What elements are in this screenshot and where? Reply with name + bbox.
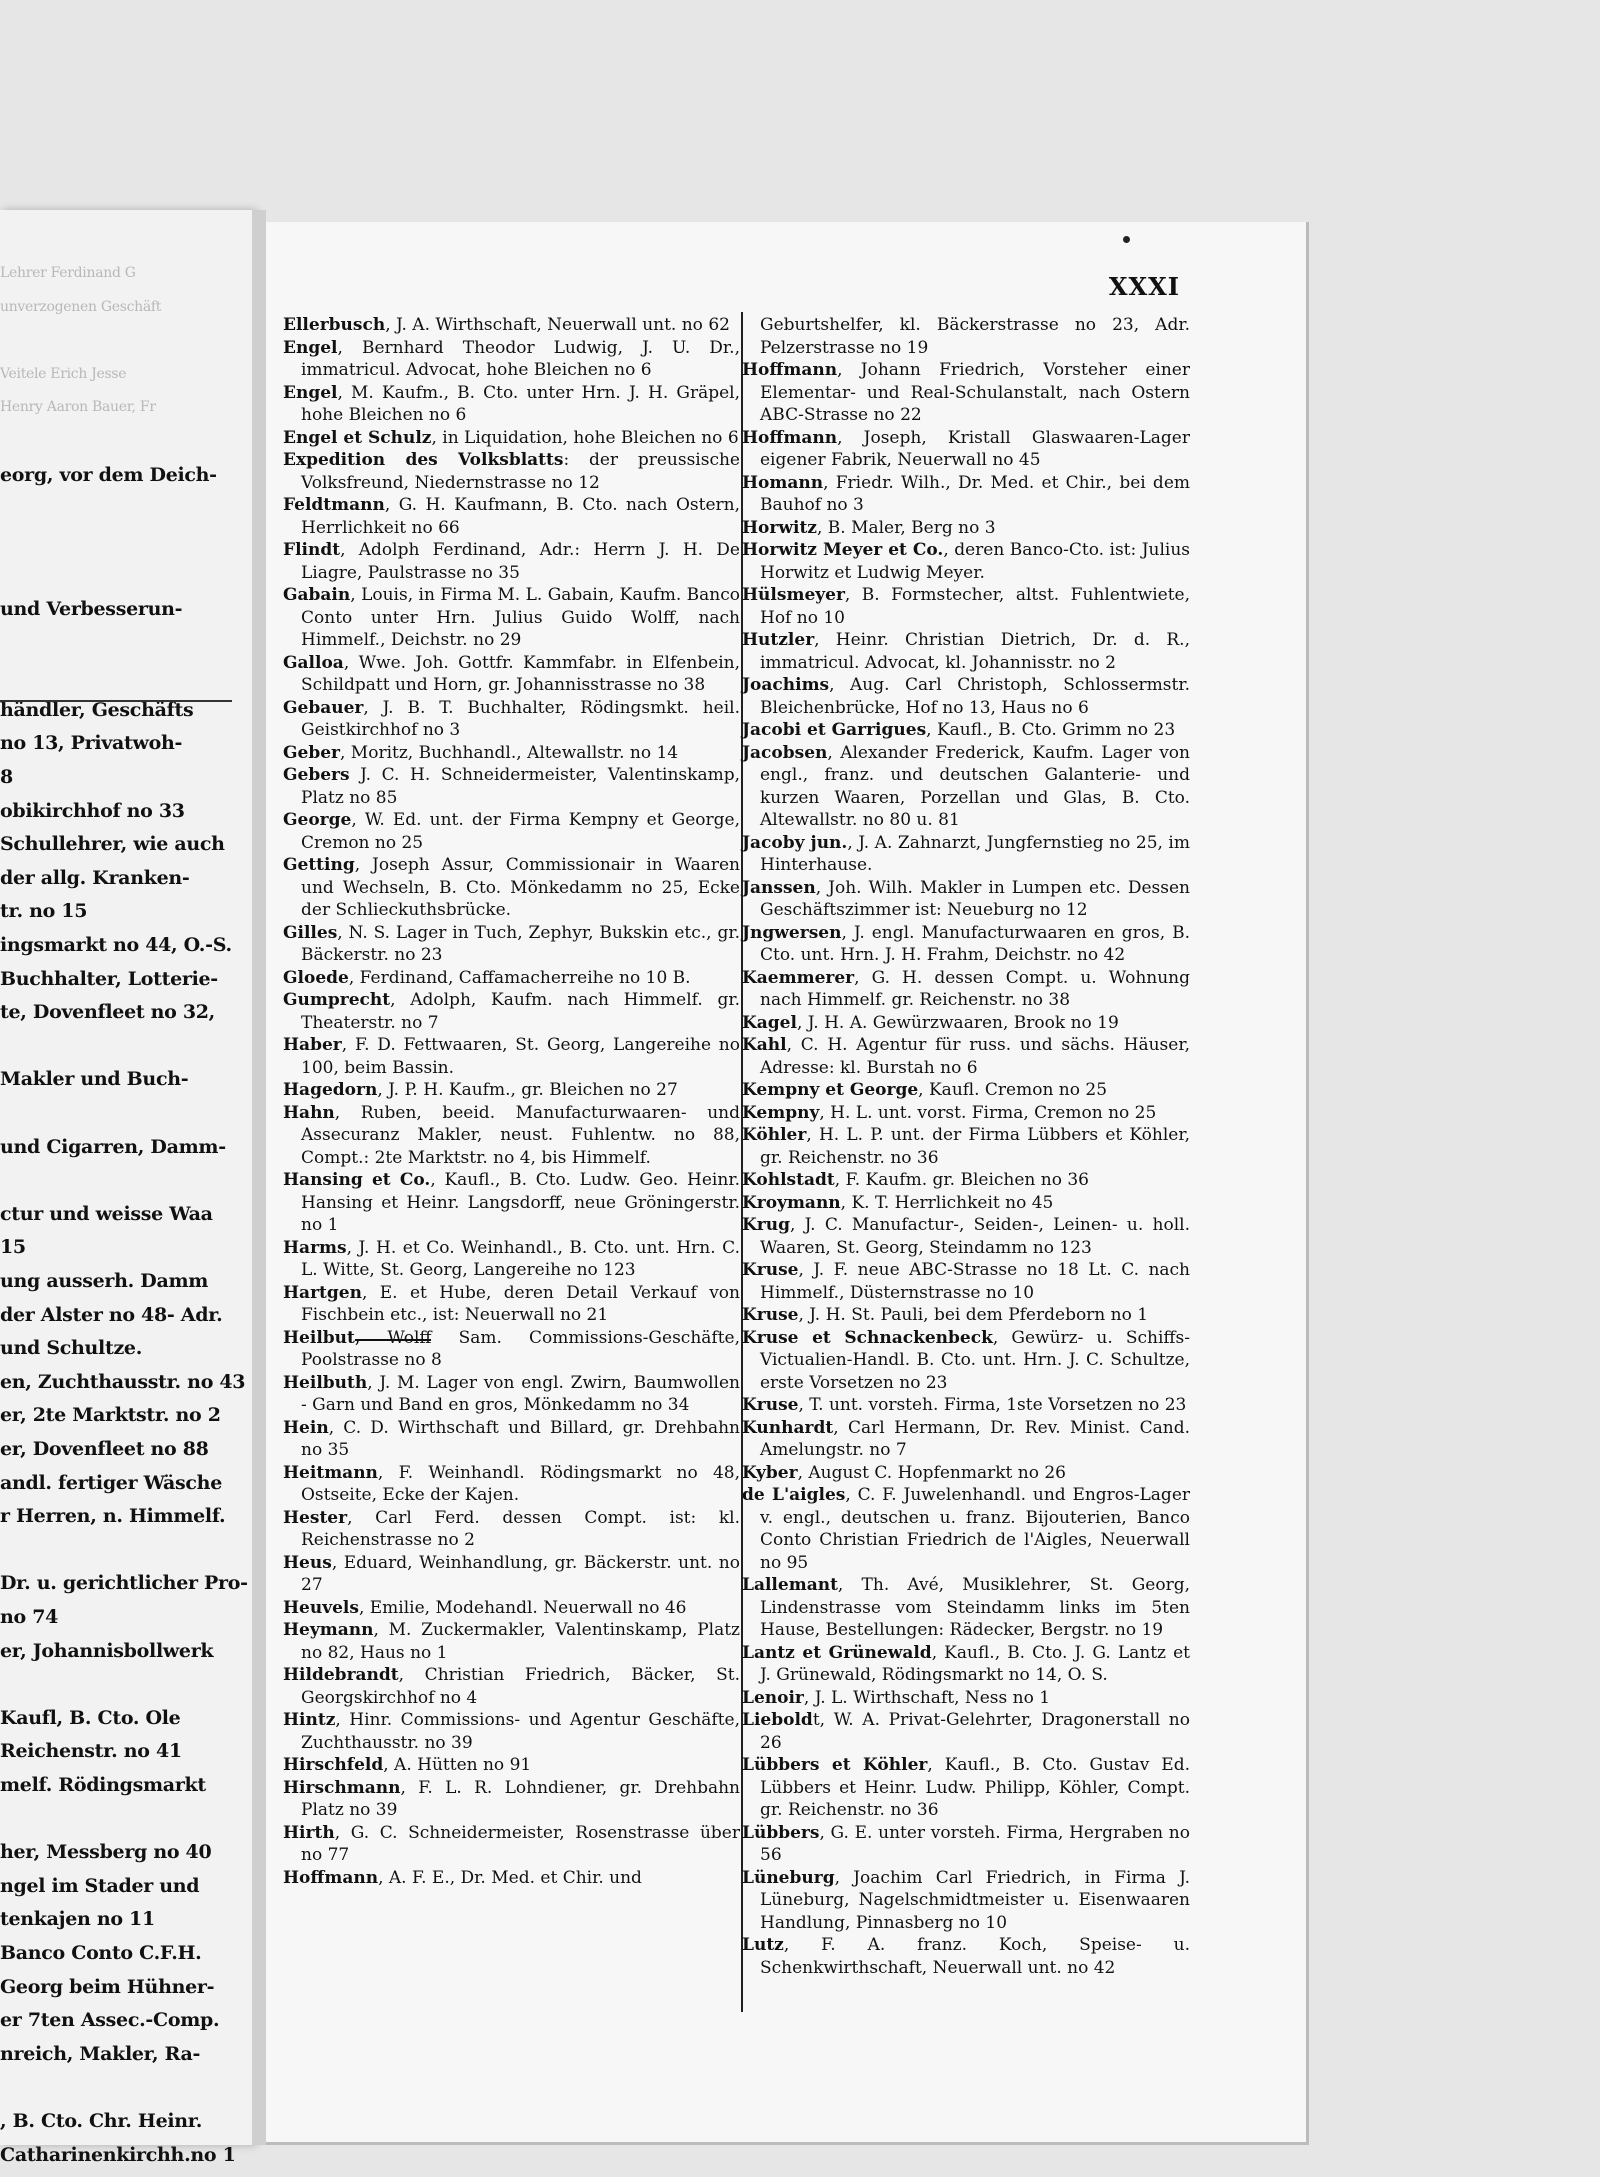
directory-entry [283,1034,740,1079]
left-page-line: r Herren, n. Himmelf. [0,1505,226,1528]
entry-name: Gilles [283,922,338,943]
directory-entry [283,989,740,1034]
left-page-line: tr. no 15 [0,900,88,923]
entry-name: Kruse et Schnackenbeck [742,1327,993,1348]
directory-entry [742,1642,1190,1687]
entry-name: Joachims [742,675,830,695]
directory-entry [283,337,740,382]
entry-name: Homann [742,472,824,493]
directory-entry [742,359,1190,427]
left-page-line: Lehrer Ferdinand G [0,265,136,281]
left-page-line: ung ausserh. Damm [0,1270,209,1292]
directory-entry [742,517,1190,540]
entry-details: , A. Hütten no 91 [383,1755,532,1775]
directory-entry [742,1867,1190,1935]
directory-entry [742,967,1190,1012]
entry-name: Gebers [283,765,350,785]
entry-details: , Friedr. Wilh., Dr. Med. et Chir., bei dem Bauhof no 3 [760,472,1190,515]
entry-name: Lübbers et Köhler [742,1755,928,1775]
entry-details: , Joh. Wilh. Makler in Lumpen etc. Dessen Geschäftszimmer ist: Neueburg no 12 [760,877,1190,920]
entry-details: , August C. Hopfenmarkt no 26 [797,1462,1066,1483]
entry-name: Lantz et Grünewald [742,1642,932,1663]
left-page-line: ngel im Stader und [0,1874,200,1897]
entry-name: Hirth [283,1822,335,1843]
left-page-line: Henry Aaron Bauer, Fr [0,399,156,416]
entry-name: Hoffmann [283,1867,379,1888]
entry-details: , H. L. unt. vorst. Firma, Cremon no 25 [819,1102,1157,1123]
entry-name: Engel [283,382,338,403]
entry-details: , F. D. Fettwaaren, St. Georg, Langereihe no 100, beim Bassin. [301,1035,740,1078]
directory-entry [283,1327,740,1372]
entry-details: , Kaufl. Cremon no 25 [918,1080,1108,1100]
entry-name: Heus [283,1552,332,1573]
left-page-line: er, Johannisbollwerk [0,1639,214,1662]
directory-entry [742,1574,1190,1642]
page-mark-dot [1123,236,1130,243]
left-page-line: Buchhalter, Lotterie- [0,967,218,990]
entry-name: Kroymann [742,1192,841,1213]
entry-name: Hansing et Co. [283,1170,431,1190]
left-page-line: Georg beim Hühner- [0,1975,215,1998]
entry-name: Kruse [742,1260,799,1280]
left-page-line: Schullehrer, wie auch [0,833,225,856]
entry-details: , Emilie, Modehandl. Neuerwall no 46 [358,1597,687,1618]
entry-name: Feldtmann [283,495,385,515]
entry-details: , Adolph, Kaufm. nach Himmelf. gr. Theaterstr. no 7 [301,990,740,1033]
entry-name: Kruse [742,1395,799,1415]
directory-entry [283,1664,740,1709]
directory-entry [283,1372,740,1417]
entry-name: Heymann [283,1620,374,1640]
directory-entry [742,1687,1190,1710]
entry-details: , Gewürz- u. Schiffs-Victualien-Handl. B. Cto. unt. Hrn. J. C. Schultze, erste Vorsetzen no 23 [760,1327,1190,1393]
entry-name: Janssen [742,877,816,898]
entry-name: Haber [283,1035,342,1055]
entry-details: , J. F. neue ABC-Strasse no 18 Lt. C. nach Himmelf., Düsternstrasse no 10 [760,1260,1190,1303]
entry-name: Lübbers [742,1822,820,1843]
directory-entry [283,427,740,450]
entry-details: , Bernhard Theodor Ludwig, J. U. Dr., immatricul. Advocat, hohe Bleichen no 6 [301,337,740,380]
left-page-line: nreich, Makler, Ra- [0,2042,201,2065]
entry-details: , deren Banco-Cto. ist: Julius Horwitz et Ludwig Meyer. [760,540,1191,583]
directory-entry [742,674,1190,719]
entry-name: Krug [742,1215,790,1235]
left-page-line: her, Messberg no 40 [0,1841,212,1864]
directory-entry [283,1102,740,1170]
left-page-line: unverzogenen Geschäft [0,298,162,315]
left-page-line: , B. Cto. Chr. Heinr. [0,2110,203,2132]
entry-details: , Adolph Ferdinand, Adr.: Herrn J. H. De Liagre, Paulstrasse no 35 [301,540,740,583]
directory-entry [283,742,740,765]
entry-details: , F. Weinhandl. Rödingsmarkt no 48, Ostseite, Ecke der Kajen. [301,1462,740,1505]
entry-name: Hülsmeyer [742,585,845,605]
left-page-line: 8 [0,766,13,788]
entry-name: Hoffmann [742,360,838,380]
left-page-line: und Cigarren, Damm- [0,1135,226,1158]
directory-entry [283,1822,740,1867]
entry-details: , F. A. franz. Koch, Speise- u. Schenkwirthschaft, Neuerwall unt. no 42 [760,1935,1190,1978]
entry-name: Hoffmann [742,427,838,448]
left-page-line: melf. Rödingsmarkt [0,1774,206,1796]
entry-details: , Carl Hermann, Dr. Rev. Minist. Cand. Amelungstr. no 7 [760,1417,1190,1460]
directory-entry [283,314,740,337]
directory-entry [283,1709,740,1754]
entry-name: Hein [283,1417,329,1438]
entry-name: Hahn [283,1102,335,1123]
directory-entry [742,1417,1190,1462]
entry-name: Hirschfeld [283,1755,384,1775]
entry-details: , Joseph, Kristall Glaswaaren-Lager eigener Fabrik, Neuerwall no 45 [760,427,1190,470]
entry-name: Köhler [742,1125,807,1145]
entry-name: Geber [283,742,340,763]
entry-name: Galloa [283,652,344,673]
directory-page [266,222,1309,2145]
directory-entry [742,742,1190,832]
directory-entry [283,697,740,742]
entry-details: , K. T. Herrlichkeit no 45 [840,1192,1054,1213]
entry-details: , J. P. H. Kaufm., gr. Bleichen no 27 [377,1080,678,1100]
column-right [742,314,1190,1979]
directory-entry [283,1169,740,1237]
entry-details: , Kaufl., B. Cto. Ludw. Geo. Heinr. Hansing et Heinr. Langsdorff, neue Gröningerstr. no 1 [301,1170,740,1235]
entry-details: , H. L. P. unt. der Firma Lübbers et Köhler, gr. Reichenstr. no 36 [760,1125,1190,1168]
entry-details: , F. Kaufm. gr. Bleichen no 36 [834,1170,1089,1190]
entry-details: , J. engl. Manufacturwaaren en gros, B. Cto. unt. Hrn. J. H. Frahm, Deichstr. no 42 [760,922,1190,965]
entry-details: , G. E. unter vorsteh. Firma, Hergraben no 56 [760,1822,1190,1865]
entry-details: , Eduard, Weinhandlung, gr. Bäckerstr. unt. no 27 [301,1552,740,1595]
entry-name: Jngwersen [742,922,842,943]
directory-entry [283,1079,740,1102]
entry-name: Lenoir [742,1687,804,1708]
directory-entry [742,1169,1190,1192]
entry-details: , C. F. Juwelenhandl. und Engros-Lager v. engl., deutschen u. franz. Bijouterien, Banco Conto Christian Friedrich de l'Aigles, Neuerwall no 95 [760,1485,1191,1573]
entry-name: Gabain [283,585,351,605]
entry-details: , M. Zuckermakler, Valentinskamp, Platz no 82, Haus no 1 [301,1620,740,1663]
directory-entry [742,1102,1190,1125]
entry-details: , Christian Friedrich, Bäcker, St. Georgskirchhof no 4 [301,1665,740,1708]
entry-details: , B. Maler, Berg no 3 [816,517,996,538]
entry-name: Lüneburg [742,1867,835,1888]
entry-details: , Joseph Assur, Commissionair in Waaren und Wechseln, B. Cto. Mönkedamm no 25, Ecke der Schlieckuthsbrücke. [301,855,740,920]
entry-name: Hagedorn [283,1080,378,1100]
entry-details: , Louis, in Firma M. L. Gabain, Kaufm. Banco Conto unter Hrn. Julius Guido Wolff, nach Himmelf., Deichstr. no 29 [301,585,740,650]
entry-name: Lallemant [742,1575,838,1595]
entry-details: , Joachim Carl Friedrich, in Firma J. Lüneburg, Nagelschmidtmeister u. Eisenwaaren Handlung, Pinnasberg no 10 [760,1867,1190,1933]
entry-name: Hester [283,1507,348,1528]
entry-name: Kahl [742,1035,787,1055]
entry-name: Ellerbusch [283,315,386,335]
entry-name: Horwitz Meyer et Co. [742,540,944,560]
directory-entry [742,1214,1190,1259]
directory-entry [742,1192,1190,1215]
directory-entry [283,1619,740,1664]
entry-name: Expedition des Volksblatts [283,450,564,470]
book-gutter [252,210,266,2145]
entry-name: Kyber [742,1462,798,1483]
entry-name: Hutzler [742,630,815,650]
left-page-line: und Schultze. [0,1337,143,1360]
entry-details: , M. Kaufm., B. Cto. unter Hrn. J. H. Gräpel, hohe Bleichen no 6 [301,382,740,425]
directory-entry [742,472,1190,517]
directory-entry [283,382,740,427]
entry-name: Gumprecht [283,990,391,1010]
left-page-line: er 7ten Assec.-Comp. [0,2009,220,2032]
entry-details: , J. B. T. Buchhalter, Rödingsmkt. heil. Geistkirchhof no 3 [301,697,740,740]
entry-details: Geburtshelfer, kl. Bäckerstrasse no 23, Adr. Pelzerstrasse no 19 [760,315,1190,358]
entry-details: , N. S. Lager in Tuch, Zephyr, Bukskin etc., gr. Bäckerstr. no 23 [301,922,740,965]
entry-name: Hartgen [283,1282,362,1303]
entry-details: , J. L. Wirthschaft, Ness no 1 [803,1687,1051,1708]
left-page-line: Veitele Erich Jesse [0,365,127,382]
entry-name: Heitmann [283,1462,378,1483]
entry-details: Sam. Commissions-Geschäfte, Poolstrasse no 8 [301,1327,740,1370]
directory-entry [283,1597,740,1620]
left-page-fragment [0,210,254,2166]
entry-name: Getting [283,855,355,875]
directory-entry [283,1282,740,1327]
directory-entry [742,1012,1190,1035]
left-page-line: obikirchhof no 33 [0,799,185,822]
entry-name: Heuvels [283,1597,359,1618]
directory-entry [283,494,740,539]
directory-entry [742,1934,1190,1979]
entry-details: , Johann Friedrich, Vorsteher einer Elementar- und Real-Schulanstalt, nach Ostern ABC-Strasse no 22 [760,360,1190,425]
directory-entry [742,1484,1190,1574]
entry-details: , Aug. Carl Christoph, Schlossermstr. Bleichenbrücke, Hof no 13, Haus no 6 [760,675,1190,718]
entry-name: Flindt [283,540,341,560]
left-page-line: te, Dovenfleet no 32, [0,1001,216,1024]
page-number: XXXI [1108,272,1180,301]
entry-name: Kagel [742,1012,797,1033]
entry-name: Gebauer [283,697,364,718]
left-page-line: er, 2te Marktstr. no 2 [0,1404,221,1427]
left-page-line: ctur und weisse Waa [0,1202,213,1225]
entry-details: , G. H. dessen Compt. u. Wohnung nach Himmelf. gr. Reichenstr. no 38 [760,967,1190,1010]
entry-details: J. C. H. Schneidermeister, Valentinskamp, Platz no 85 [301,765,740,808]
entry-name: Gloede [283,967,349,988]
left-page-line: Kaufl, B. Cto. Ole [0,1706,181,1729]
entry-details: , Th. Avé, Musiklehrer, St. Georg, Lindenstrasse vom Steindamm links im 5ten Hause, Bestellungen: Rädecker, Bergstr. no 19 [760,1575,1190,1640]
directory-entry [283,1867,740,1890]
directory-entry [742,314,1190,359]
entry-name: Hirschmann [283,1777,401,1798]
entry-details: , Ferdinand, Caffamacherreihe no 10 B. [348,967,691,988]
entry-details: t, W. A. Privat-Gelehrter, Dragonerstall no 26 [760,1710,1190,1753]
directory-entry [283,1552,740,1597]
directory-entry [283,1237,740,1282]
entry-details: : der preussische Volksfreund, Niedernstrasse no 12 [301,450,740,493]
entry-name: Heilbuth [283,1372,368,1393]
directory-entry [283,1507,740,1552]
entry-details: , C. D. Wirthschaft und Billard, gr. Drehbahn no 35 [301,1417,740,1460]
directory-entry [742,832,1190,877]
entry-details: , Kaufl., B. Cto. Grimm no 23 [926,720,1176,740]
entry-name: Kaemmerer [742,967,855,988]
entry-details: , Ruben, beeid. Manufacturwaaren- und Assecuranz Makler, neust. Fuhlentw. no 88, Compt.: 2te Marktstr. no 4, bis Himmelf. [301,1102,740,1168]
directory-entry [742,1394,1190,1417]
entry-name: Harms [283,1237,347,1258]
directory-entry [283,539,740,584]
entry-name: Heilbut [283,1327,355,1348]
entry-details: , J. A. Wirthschaft, Neuerwall unt. no 62 [385,315,730,335]
directory-entry [742,427,1190,472]
entry-details: , W. Ed. unt. der Firma Kempny et George, Cremon no 25 [301,810,740,853]
entry-name: Kruse [742,1305,799,1325]
entry-details: , Kaufl., B. Cto. J. G. Lantz et J. Grünewald, Rödingsmarkt no 14, O. S. [760,1642,1190,1685]
entry-name: George [283,810,352,830]
entry-name: Lutz [742,1935,784,1955]
directory-entry [742,1259,1190,1304]
directory-entry [283,809,740,854]
entry-name: Kunhardt [742,1417,834,1438]
directory-entry [742,584,1190,629]
struck-text: , Wolff [354,1327,432,1348]
entry-details: , Heinr. Christian Dietrich, Dr. d. R., immatricul. Advocat, kl. Johannisstr. no 2 [760,630,1190,673]
directory-entry [742,1822,1190,1867]
entry-details: , J. H. St. Pauli, bei dem Pferdeborn no 1 [798,1305,1149,1325]
entry-name: Hintz [283,1710,336,1730]
directory-entry [742,719,1190,742]
left-page-line: Makler und Buch- [0,1068,189,1091]
entry-name: Hildebrandt [283,1665,399,1685]
entry-details: , in Liquidation, hohe Bleichen no 6 [431,427,739,448]
directory-entry [283,652,740,697]
left-page-line: en, Zuchthausstr. no 43 [0,1370,246,1393]
entry-details: , A. F. E., Dr. Med. et Chir. und [378,1867,642,1888]
directory-entry [283,854,740,922]
entry-details: , J. H. A. Gewürzwaaren, Brook no 19 [796,1012,1119,1033]
directory-entry [742,1304,1190,1327]
left-page-line: und Verbesserun- [0,598,183,620]
entry-name: Horwitz [742,517,817,538]
entry-details: , T. unt. vorsteh. Firma, 1ste Vorsetzen no 23 [798,1395,1187,1415]
directory-entry [742,1462,1190,1485]
entry-name: Kohlstadt [742,1170,835,1190]
directory-entry [742,1754,1190,1822]
entry-name: Jacoby jun. [742,832,848,853]
entry-name: Jacobsen [742,742,828,763]
left-page-line: andl. fertiger Wäsche [0,1471,222,1494]
entry-details: , C. H. Agentur für russ. und sächs. Häuser, Adresse: kl. Burstah no 6 [760,1035,1190,1078]
left-page-line: no 13, Privatwoh- [0,732,183,755]
directory-entry [283,1777,740,1822]
directory-entry [742,1079,1190,1102]
directory-entry [742,629,1190,674]
entry-details: , B. Formstecher, altst. Fuhlentwiete, Hof no 10 [760,585,1190,628]
entry-details: , J. C. Manufactur-, Seiden-, Leinen- u. holl. Waaren, St. Georg, Steindamm no 123 [760,1215,1190,1258]
entry-name: de L'aigles [742,1485,846,1505]
left-page-rule [0,700,232,702]
directory-entry [283,967,740,990]
directory-entry [283,1417,740,1462]
left-page-line: händler, Geschäfts [0,698,194,721]
entry-details: , Alexander Frederick, Kaufm. Lager von engl., franz. und deutschen Galanterie- und kurzen Waaren, Porzellan und Glas, B. Cto. Altewallstr. no 80 u. 81 [760,742,1190,830]
left-page-line: ingsmarkt no 44, O.-S. [0,934,232,956]
directory-entry [283,1462,740,1507]
directory-entry [742,1709,1190,1754]
directory-entry [283,1754,740,1777]
entry-details: , Wwe. Joh. Gottfr. Kammfabr. in Elfenbein, Schildpatt und Horn, gr. Johannisstrasse no 38 [301,652,740,695]
entry-name: Engel et Schulz [283,427,432,448]
left-page-line: no 74 [0,1606,59,1628]
left-page-line: tenkajen no 11 [0,1908,155,1931]
left-page-line: Catharinenkirchh.no 1 [0,2143,236,2166]
left-page-line: der allg. Kranken- [0,866,190,889]
left-page-line: er, Dovenfleet no 88 [0,1438,209,1460]
entry-name: Engel [283,337,338,358]
left-page-line: eorg, vor dem Deich- [0,463,217,486]
entry-details: , Kaufl., B. Cto. Gustav Ed. Lübbers et Heinr. Ludw. Philipp, Köhler, Compt. gr. Reichenstr. no 36 [760,1755,1190,1820]
directory-entry [742,1124,1190,1169]
entry-details: , F. L. R. Lohndiener, gr. Drehbahn Platz no 39 [301,1777,740,1820]
entry-details: , Moritz, Buchhandl., Altewallstr. no 14 [340,742,679,763]
directory-entry [742,922,1190,967]
column-left [283,314,740,1889]
left-page-line: der Alster no 48- Adr. [0,1303,223,1326]
directory-entry [283,584,740,652]
entry-name: Jacobi et Garrigues [742,720,927,740]
directory-entry [742,877,1190,922]
left-page-line: Dr. u. gerichtlicher Pro- [0,1572,248,1595]
directory-entry [742,1034,1190,1079]
entry-name: Kempny et George [742,1080,919,1100]
entry-name: Liebold [742,1710,813,1730]
directory-entry [283,764,740,809]
left-page-line: Banco Conto C.F.H. [0,1942,202,1964]
entry-details: , J. M. Lager von engl. Zwirn, Baumwollen - Garn und Band en gros, Mönkedamm no 34 [301,1372,740,1415]
entry-details: , G. H. Kaufmann, B. Cto. nach Ostern, Herrlichkeit no 66 [301,495,740,538]
entry-details: , E. et Hube, deren Detail Verkauf von Fischbein etc., ist: Neuerwall no 21 [301,1282,740,1325]
entry-details: , Carl Ferd. dessen Compt. ist: kl. Reichenstrasse no 2 [301,1507,740,1550]
entry-details: , J. A. Zahnarzt, Jungfernstieg no 25, im Hinterhause. [760,832,1190,875]
directory-entry [283,449,740,494]
directory-entry [742,539,1190,584]
left-page-line: Reichenstr. no 41 [0,1740,182,1763]
left-page-line: 15 [0,1236,26,1259]
directory-entry [742,1327,1190,1395]
entry-details: , J. H. et Co. Weinhandl., B. Cto. unt. Hrn. C. L. Witte, St. Georg, Langereihe no 123 [301,1237,740,1280]
entry-name: Kempny [742,1102,820,1123]
directory-entry [283,922,740,967]
entry-details: , Hinr. Commissions- und Agentur Geschäfte, Zuchthausstr. no 39 [301,1710,740,1753]
entry-details: , G. C. Schneidermeister, Rosenstrasse über no 77 [301,1822,740,1865]
